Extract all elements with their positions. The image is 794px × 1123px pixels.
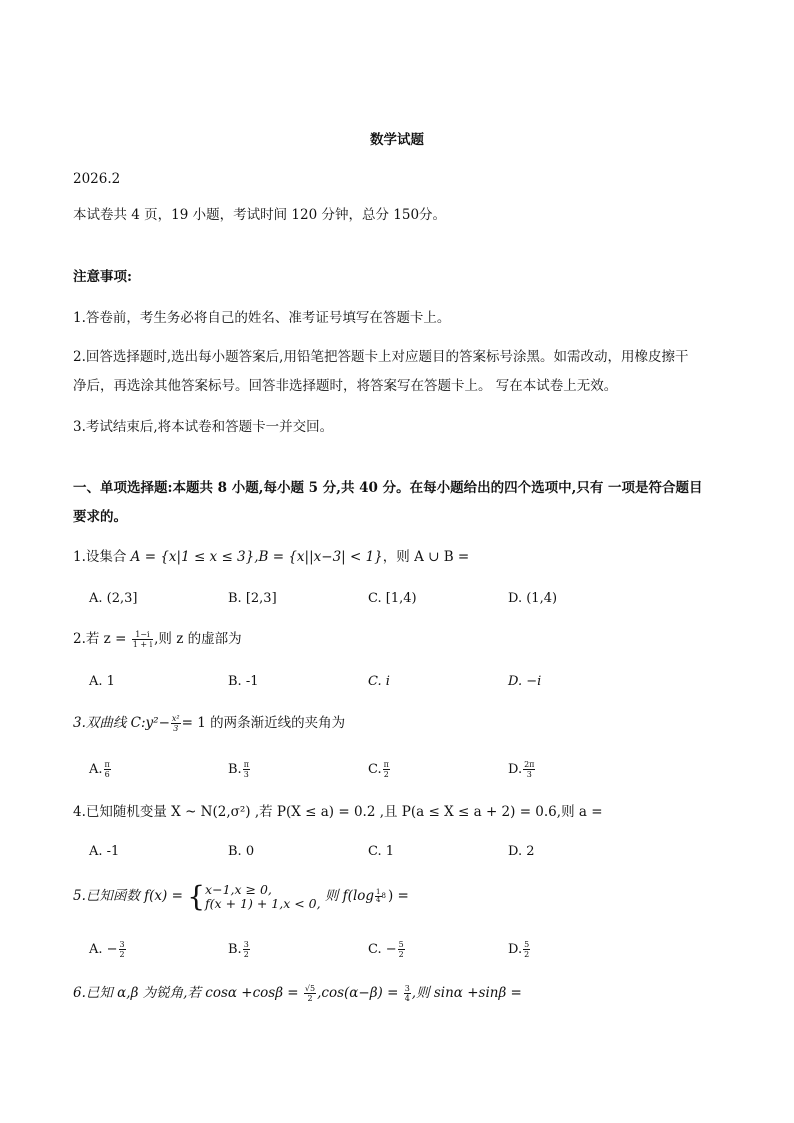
q2-option-a[interactable]: A. 1 [89,674,115,689]
q6-suffix: ,则 sinα +sinβ = [411,985,522,1001]
exam-date: 2026.2 [73,171,121,187]
q2-option-d[interactable]: D. −i [508,674,542,689]
q2-suffix: ,则 z 的虚部为 [154,631,242,647]
question-5 [73,878,409,914]
question-3 [73,714,345,733]
q6-fraction-1: $\frac{√5}{2}$ [304,984,316,1003]
q2-option-c[interactable]: C. i [368,674,390,689]
q3-fraction: $\frac{\text{x²}}{3}$ [171,714,180,733]
q5-prefix: 5.已知函数 f(x) = [73,888,188,904]
q5-cases: x−1,x ≥ 0, f(x + 1) + 1,x < 0, [205,881,321,911]
q1-suffix: ，则 A ∪ B = [382,549,470,565]
q2-prefix: 2.若 z = [73,631,131,647]
q5-log-arg: 8 [381,892,386,900]
q3-option-a[interactable]: A. $\frac{\pi}{6}$ [89,760,110,779]
q4-option-b[interactable]: B. 0 [228,844,255,859]
page-title: 数学试题 [370,132,424,148]
q5-suffix: ) = [387,888,409,904]
q4-option-d[interactable]: D. 2 [508,844,535,859]
section-heading: 一、单项选择题:本题共 8 小题,每小题 5 分,共 40 分。在每小题给出的四个选项中,只有 一项是符合题目 [73,480,703,496]
q4-option-a[interactable]: A. -1 [89,844,120,859]
q1-option-a[interactable]: A. (2,3] [89,591,138,606]
note-2: 2.回答选择题时,选出每小题答案后,用铅笔把答题卡上对应题目的答案标号涂黑。如需改动，用橡皮擦干 [73,349,689,365]
q1-option-c[interactable]: C. [1,4) [368,591,417,606]
q5-mid: 则 f(log [320,888,375,904]
note-2-cont: 净后，再选涂其他答案标号。回答非选择题时，将答案写在答题卡上。 写在本试卷上无效。 [73,378,618,394]
q1-option-d[interactable]: D. (1,4) [508,591,558,606]
q3-prefix: 3.双曲线 C:y²− [73,715,170,731]
note-3: 3.考试结束后,将本试卷和答题卡一并交回。 [73,419,334,435]
note-1: 1.答卷前，考生务必将自己的姓名、准考证号填写在答题卡上。 [73,310,451,326]
q5-option-b[interactable]: B. $\frac{3}{2}$ [228,940,249,959]
question-1 [73,548,469,566]
q3-option-b[interactable]: B. $\frac{\pi}{3}$ [228,760,249,779]
q6-fraction-2: $\frac{3}{4}$ [404,984,410,1003]
notes-heading: 注意事项: [73,269,132,285]
question-2 [73,630,242,649]
q2-option-b[interactable]: B. -1 [228,674,259,689]
q5-brace: { [187,879,206,913]
q5-option-a[interactable]: A. − $\frac{3}{2}$ [89,940,125,959]
q5-log-sub: $\frac{1}{4}$ [376,888,381,904]
q4-option-c[interactable]: C. 1 [368,844,395,859]
q1-prefix: 1.设集合 [73,549,131,565]
q3-option-d[interactable]: D. $\frac{2\pi}{3}$ [508,760,535,779]
q6-prefix: 6.已知 α,β 为锐角,若 cosα +cosβ = [73,985,303,1001]
question-4: 4.已知随机变量 X ~ N(2,σ²) ,若 P(X ≤ a) = 0.2 ,且 P(a ≤ X ≤ a + 2) = 0.6,则 a = [73,804,603,820]
section-heading-cont: 要求的。 [73,509,127,525]
q5-option-d[interactable]: D. $\frac{5}{2}$ [508,940,530,959]
q2-fraction: $\frac{1-i}{1 + i}$ [132,630,153,649]
q3-suffix: = 1 的两条渐近线的夹角为 [181,715,346,731]
q1-option-b[interactable]: B. [2,3] [228,591,277,606]
exam-intro: 本试卷共 4 页，19 小题，考试时间 120 分钟，总分 150分。 [73,207,447,223]
q5-option-c[interactable]: C. − $\frac{5}{2}$ [368,940,404,959]
q3-option-c[interactable]: C. $\frac{\pi}{2}$ [368,760,389,779]
question-6 [73,984,522,1003]
q1-expr: A = {x|1 ≤ x ≤ 3},B = {x||x−3| < 1} [130,549,383,565]
q6-mid: ,cos(α−β) = [317,985,403,1001]
